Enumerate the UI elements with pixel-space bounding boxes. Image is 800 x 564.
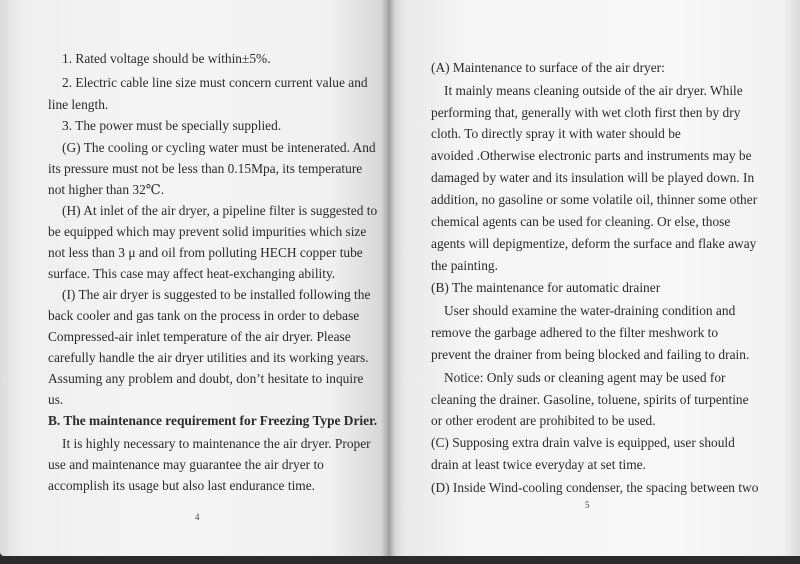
right-line-17: or other erodent are prohibited to be used. xyxy=(431,413,656,428)
right-line-7: addition, no gasoline or some volatile oil, thinner some other xyxy=(431,192,758,207)
right-line-1: (A) Maintenance to surface of the air dryer: xyxy=(431,60,665,75)
left-line-20: use and maintenance may guarantee the air dryer to xyxy=(48,457,324,472)
right-page xyxy=(388,0,800,556)
right-line-6: damaged by water and its insulation will be played down. In xyxy=(431,170,755,185)
right-line-19: drain at least twice everyday at set time. xyxy=(431,457,646,472)
right-line-15: Notice: Only suds or cleaning agent may be used for xyxy=(444,370,726,385)
book-spine-shadow xyxy=(381,0,395,556)
left-line-12: (I) The air dryer is suggested to be installed following the xyxy=(62,287,371,302)
right-line-4: cloth. To directly spray it with water should be xyxy=(431,126,681,141)
right-line-8: chemical agents can be used for cleaning. Or else, those xyxy=(431,214,731,229)
left-line-17: us. xyxy=(48,392,64,407)
left-line-15: carefully handle the air dryer utilities and its working years. xyxy=(48,350,369,365)
left-line-1: 1. Rated voltage should be within±5%. xyxy=(62,51,271,66)
right-line-16: cleaning the drainer. Gasoline, toluene, spirits of turpentine xyxy=(431,392,749,407)
right-line-13: remove the garbage adhered to the filter meshwork to xyxy=(431,325,719,340)
left-line-9: be equipped which may prevent solid impurities which size xyxy=(48,224,367,239)
right-line-3: performing that, generally with wet cloth first then by dry xyxy=(431,105,741,120)
right-line-14: prevent the drainer from being blocked and failing to drain. xyxy=(431,347,750,362)
right-line-5: avoided .Otherwise electronic parts and instruments may be xyxy=(431,148,752,163)
left-page xyxy=(0,0,388,556)
left-line-21: accomplish its usage but also last endurance time. xyxy=(48,478,315,493)
left-line-5: (G) The cooling or cycling water must be intenerated. And xyxy=(62,140,376,155)
left-line-3: line length. xyxy=(48,97,109,112)
right-line-9: agents will depigmentize, deform the surface and flake away xyxy=(431,236,757,251)
left-line-8: (H) At inlet of the air dryer, a pipeline filter is suggested to xyxy=(62,203,378,218)
section-b-heading: B. The maintenance requirement for Freezing Type Drier. xyxy=(48,413,378,428)
right-line-20: (D) Inside Wind-cooling condenser, the spacing between two xyxy=(431,480,759,495)
left-line-4: 3. The power must be specially supplied. xyxy=(62,118,282,133)
left-line-6: its pressure must not be less than 0.15Mpa, its temperature xyxy=(48,161,363,176)
left-line-10: not less than 3 μ and oil from polluting HECH copper tube xyxy=(48,245,363,260)
left-line-2: 2. Electric cable line size must concern current value and xyxy=(62,75,368,90)
right-line-11: (B) The maintenance for automatic drainer xyxy=(431,280,661,295)
left-line-16: Assuming any problem and doubt, don’t hesitate to inquire xyxy=(48,371,364,386)
left-line-7: not higher than 32℃. xyxy=(48,182,165,197)
right-line-10: the painting. xyxy=(431,258,498,273)
right-line-12: User should examine the water-draining condition and xyxy=(444,303,736,318)
left-line-14: Compressed-air inlet temperature of the air dryer. Please xyxy=(48,329,351,344)
left-line-19: It is highly necessary to maintenance the air dryer. Proper xyxy=(62,436,371,451)
left-line-11: surface. This case may affect heat-exchanging ability. xyxy=(48,266,336,281)
right-line-18: (C) Supposing extra drain valve is equipped, user should xyxy=(431,435,735,450)
right-page-number: 5 xyxy=(585,500,590,510)
left-page-number: 4 xyxy=(195,512,200,522)
left-line-13: back cooler and gas tank on the process in order to debase xyxy=(48,308,360,323)
right-line-2: It mainly means cleaning outside of the air dryer. While xyxy=(444,83,743,98)
